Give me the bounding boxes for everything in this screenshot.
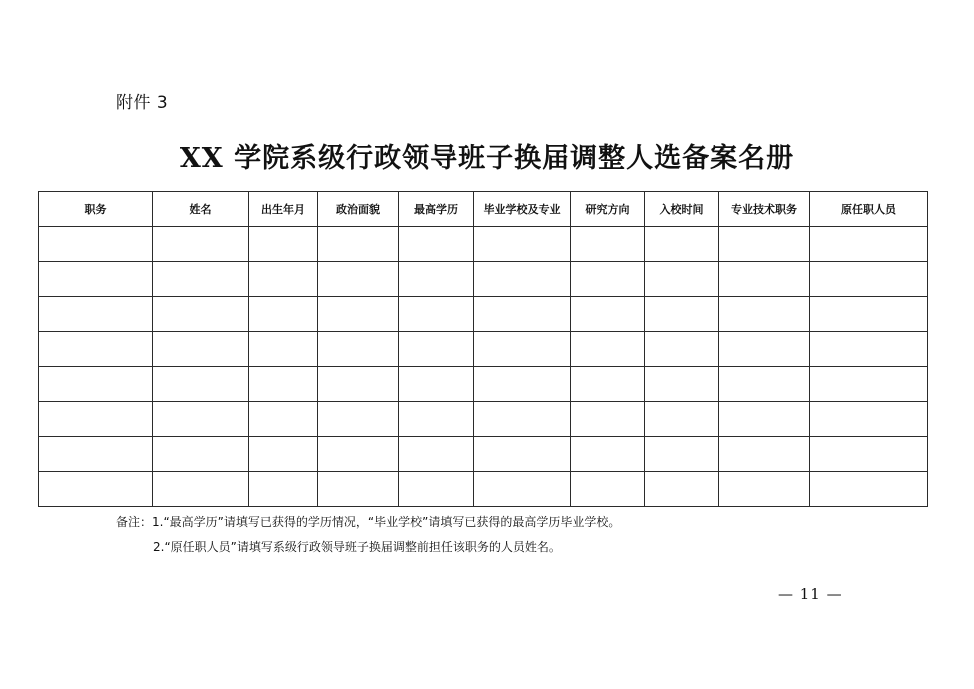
header-political-status: 政治面貌 [318,192,399,227]
table-cell [474,227,571,262]
attachment-label: 附件 3 [116,93,169,113]
page-number: — 11 — [778,585,843,603]
table-cell [39,472,153,507]
table-cell [645,262,719,297]
table-cell [318,227,399,262]
table-cell [249,227,318,262]
table-cell [249,402,318,437]
header-position: 职务 [39,192,153,227]
table-row [39,332,928,367]
table-cell [249,262,318,297]
table-cell [810,402,928,437]
table-cell [318,262,399,297]
notes-section [116,510,620,560]
table-cell [571,472,645,507]
table-header-row [39,192,928,227]
table-cell [249,437,318,472]
table-row [39,437,928,472]
roster-table [38,191,928,507]
table-cell [474,297,571,332]
table-cell [318,472,399,507]
table-cell [474,472,571,507]
table-cell [399,227,474,262]
table-cell [399,437,474,472]
table-cell [571,227,645,262]
table-cell [399,262,474,297]
table-cell [810,262,928,297]
table-cell [719,402,810,437]
header-school-major: 毕业学校及专业 [474,192,571,227]
table-cell [719,437,810,472]
table-cell [318,437,399,472]
header-birth-date: 出生年月 [249,192,318,227]
table-cell [810,227,928,262]
table-cell [318,297,399,332]
table-cell [474,367,571,402]
note-line-1 [116,510,620,535]
table-cell [645,472,719,507]
header-former-holder: 原任职人员 [810,192,928,227]
header-professional-title: 专业技术职务 [719,192,810,227]
table-cell [39,437,153,472]
table-cell [645,367,719,402]
table-cell [474,402,571,437]
table-cell [719,472,810,507]
table-cell [39,297,153,332]
header-name: 姓名 [153,192,249,227]
table-cell [39,227,153,262]
table-cell [399,402,474,437]
table-cell [474,437,571,472]
table-cell [39,402,153,437]
table-cell [399,332,474,367]
table-cell [810,437,928,472]
table-cell [39,367,153,402]
table-cell [39,262,153,297]
table-cell [153,332,249,367]
table-cell [719,227,810,262]
table-row [39,472,928,507]
document-title: XX 学院系级行政领导班子换届调整人选备案名册 [179,143,795,174]
table-cell [399,472,474,507]
table-cell [571,437,645,472]
table-cell [474,262,571,297]
table-cell [249,472,318,507]
table-cell [810,472,928,507]
table-cell [249,332,318,367]
table-cell [153,227,249,262]
table-cell [571,402,645,437]
table-cell [249,297,318,332]
notes-prefix: 备注： [116,515,153,529]
table-cell [318,402,399,437]
table-cell [645,437,719,472]
note-item-2: 2.“原任职人员”请填写系级行政领导班子换届调整前担任该职务的人员姓名。 [153,540,561,554]
table-cell [153,472,249,507]
table-cell [719,367,810,402]
table-cell [399,367,474,402]
table-cell [474,332,571,367]
table-row [39,227,928,262]
table-cell [153,437,249,472]
table-cell [153,262,249,297]
table-cell [153,402,249,437]
table-cell [153,367,249,402]
note-item-1: 1.“最高学历”请填写已获得的学历情况，“毕业学校”请填写已获得的最高学历毕业学校。 [152,515,621,529]
table-cell [645,297,719,332]
table-cell [318,367,399,402]
table-row [39,262,928,297]
table-cell [645,402,719,437]
table-cell [810,297,928,332]
table-cell [645,227,719,262]
table-cell [571,332,645,367]
table-cell [719,262,810,297]
table-row [39,367,928,402]
table-cell [571,262,645,297]
table-row [39,402,928,437]
table-cell [399,297,474,332]
table-cell [39,332,153,367]
table-cell [571,367,645,402]
table-row [39,297,928,332]
table-cell [810,367,928,402]
table-cell [153,297,249,332]
table-cell [719,332,810,367]
table-cell [719,297,810,332]
table-cell [249,367,318,402]
header-education: 最高学历 [399,192,474,227]
table-cell [571,297,645,332]
header-research-direction: 研究方向 [571,192,645,227]
table-cell [318,332,399,367]
table-body [39,227,928,507]
table-cell [645,332,719,367]
header-entry-date: 入校时间 [645,192,719,227]
table-cell [810,332,928,367]
